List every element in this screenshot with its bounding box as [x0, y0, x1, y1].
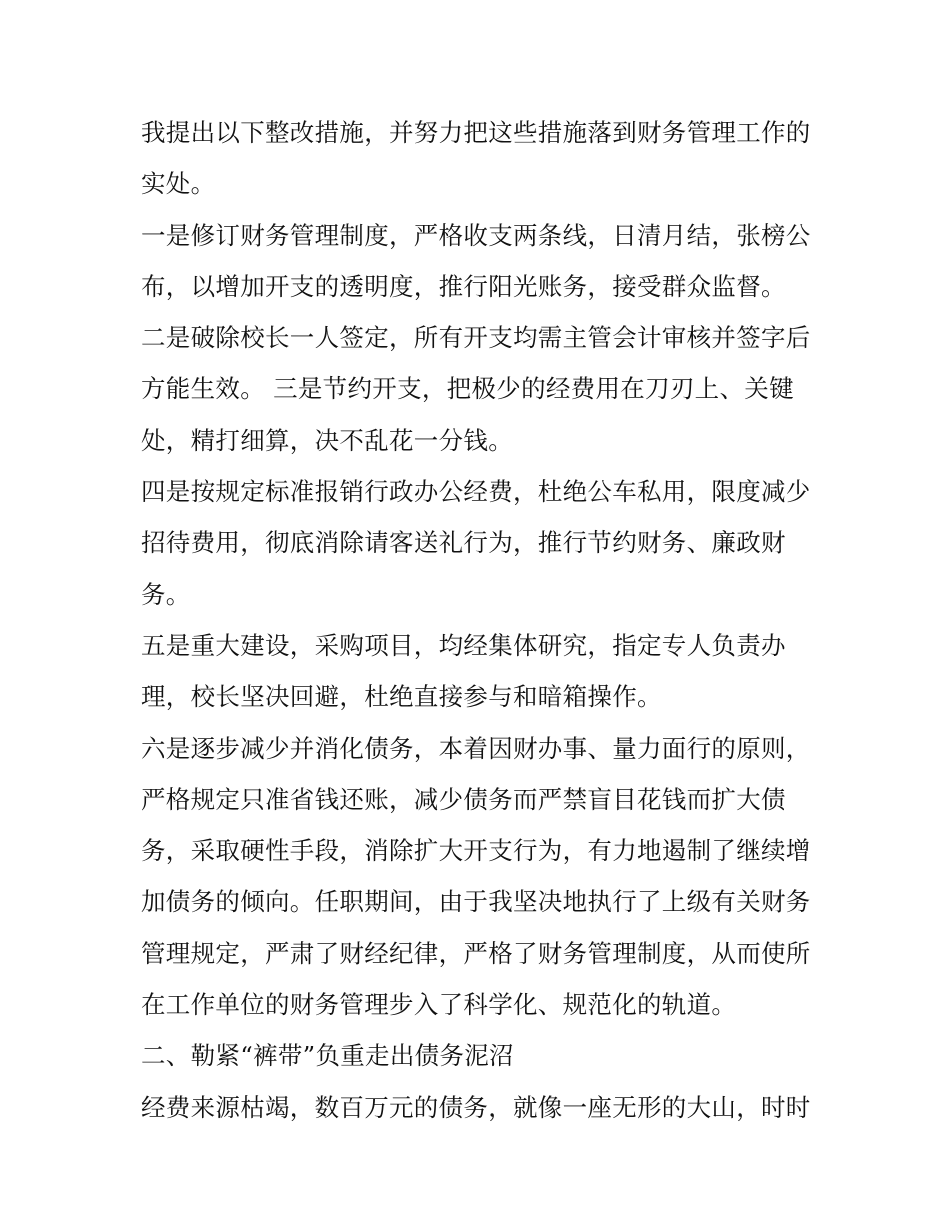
text-line: 务。: [141, 579, 191, 609]
text-line: 务，采取硬性手段，消除扩大开支行为，有力地遏制了继续增: [141, 836, 811, 866]
text-line: 我提出以下整改措施，并努力把这些措施落到财务管理工作的: [141, 118, 811, 147]
text-line: 招待费用，彻底消除请客送礼行为，推行节约财务、廉政财: [141, 528, 786, 558]
text-line: 经费来源枯竭，数百万元的债务，就像一座无形的大山，时时: [141, 1092, 811, 1122]
body-text: [141, 107, 821, 1133]
text-line: 在工作单位的财务管理步入了科学化、规范化的轨道。: [141, 990, 737, 1020]
text-line: 布，以增加开支的透明度，推行阳光账务，接受群众监督。: [141, 271, 786, 301]
text-line: 加债务的倾向。任职期间，由于我坚决地执行了上级有关财务: [141, 887, 811, 917]
text-line: 理，校长坚决回避，杜绝直接参与和暗箱操作。: [141, 682, 662, 712]
text-line: 处，精打细算，决不乱花一分钱。: [141, 425, 513, 455]
text-line: 管理规定，严肃了财经纪律，严格了财务管理制度，从而使所: [141, 938, 811, 968]
text-line: 五是重大建设，采购项目，均经集体研究，指定专人负责办: [141, 630, 786, 660]
section-heading: 二、勒紧“裤带”负重走出债务泥沼: [141, 1041, 514, 1071]
text-line: 严格规定只准省钱还账，减少债务而严禁盲目花钱而扩大债: [141, 784, 786, 814]
text-line: 六是逐步减少并消化债务，本着因财办事、量力面行的原则，: [141, 733, 811, 763]
text-line: 方能生效。 三是节约开支，把极少的经费用在刀刃上、关键: [141, 374, 794, 404]
text-line: 四是按规定标准报销行政办公经费，杜绝公车私用，限度减少: [141, 477, 811, 507]
text-line: 实处。: [141, 169, 216, 199]
text-line: 二是破除校长一人签定，所有开支均需主管会计审核并签字后: [141, 323, 811, 353]
text-line: 一是修订财务管理制度，严格收支两条线，日清月结，张榜公: [141, 220, 811, 250]
